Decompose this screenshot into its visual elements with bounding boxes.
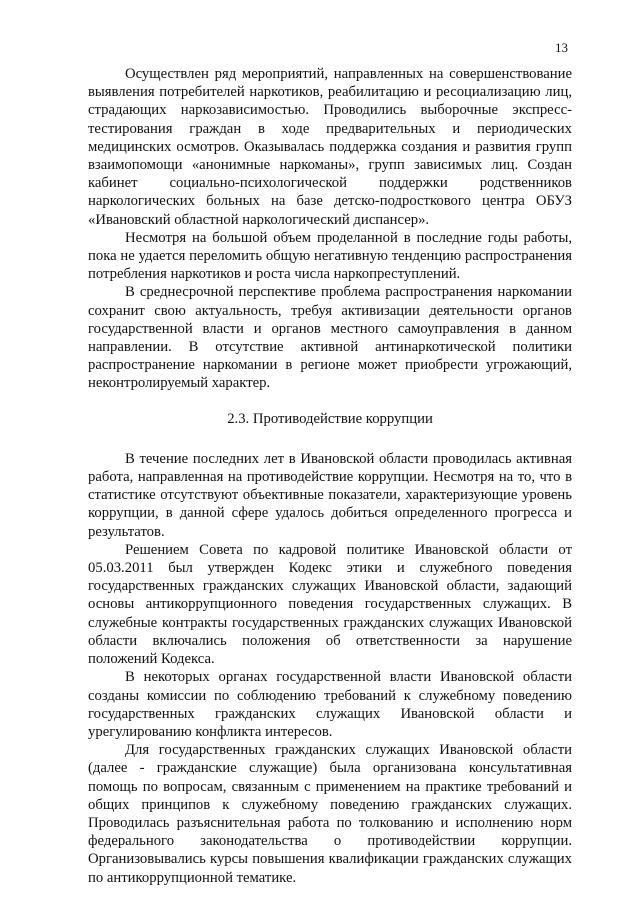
body-paragraph: Несмотря на большой объем проделанной в последние годы работы, пока не удается переломить общую негативную тенденцию распространения потребления наркотиков и роста числа наркопреступлений. bbox=[88, 229, 572, 283]
body-paragraph: В некоторых органах государственной власти Ивановской области созданы комиссии по соблюдению требований к служебному поведению государственных гражданских служащих Ивановской области и урегулированию конфликта интересов. bbox=[88, 669, 572, 740]
body-paragraph: Для государственных гражданских служащих Ивановской области (далее - гражданские служащие) была организована консультативная помощь по вопросам, связанным с применением на практике требований и общих принципов к служебному поведению гражданских служащих. Проводилась разъяснительная работа по толкованию и исполнению норм федерального законодательства о противодействии коррупции. Организовывались курсы повышения квалификации гражданских служащих по антикоррупционной тематике. bbox=[88, 742, 572, 886]
body-paragraph: Решением Совета по кадровой политике Ивановской области от 05.03.2011 был утвержден Кодекс этики и служебного поведения государственных гражданских служащих Ивановской области, задающий основы антикоррупционного поведения государственных служащих. В служебные контракты государственных гражданских служащих Ивановской области включались положения об ответственности за нарушение положений Кодекса. bbox=[88, 541, 572, 668]
section-heading: 2.3. Противодействие коррупции bbox=[227, 410, 433, 427]
body-paragraph: В среднесрочной перспективе проблема распространения наркомании сохранит свою актуальность, требуя активизации деятельности органов государственной власти и органов местного самоуправления в данном направлении. В отсутствие активной антинаркотической политики распространение наркомании в регионе может приобрести угрожающий, неконтролируемый характер. bbox=[88, 284, 572, 392]
document-body bbox=[88, 65, 572, 887]
body-paragraph: Осуществлен ряд мероприятий, направленных на совершенствование выявления потребителей наркотиков, реабилитацию и ресоциализацию лиц, страдающих наркозависимостью. Проводились выборочные экспресс-тестирования граждан в ходе предварительных и периодических медицинских осмотров. Оказывалась поддержка создания и развития групп взаимопомощи «анонимные наркоманы», групп зависимых лиц. Создан кабинет социально-психологической поддержки родственников наркологических больных на базе детско-подросткового центра ОБУЗ «Ивановский областной наркологический диспансер». bbox=[88, 66, 572, 228]
body-paragraph: В течение последних лет в Ивановской области проводилась активная работа, направленная на противодействие коррупции. Несмотря на то, что в статистике отсутствуют объективные показатели, характеризующие уровень коррупции, в данной сфере удалось добиться определенного прогресса и результатов. bbox=[88, 450, 572, 540]
page-number: 13 bbox=[555, 40, 568, 55]
